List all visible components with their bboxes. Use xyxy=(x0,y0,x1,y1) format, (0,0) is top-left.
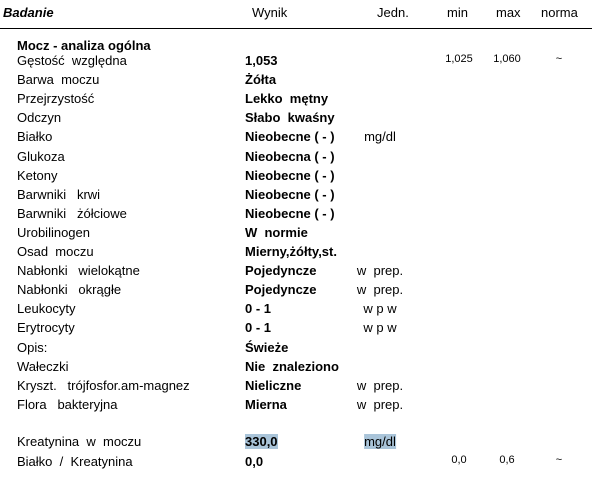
test-unit: mg/dl xyxy=(364,434,396,449)
table-row xyxy=(0,52,592,71)
table-row xyxy=(0,90,592,109)
section-title: Mocz - analiza ogólna xyxy=(17,38,151,53)
header-jedn: Jedn. xyxy=(377,5,409,20)
table-row xyxy=(0,128,592,147)
test-name: Barwniki krwi xyxy=(17,187,101,202)
table-row xyxy=(0,71,592,90)
table-row xyxy=(0,148,592,167)
test-name: Opis: xyxy=(17,340,48,355)
test-norma: ~ xyxy=(555,454,563,466)
test-value: Świeże xyxy=(245,340,289,355)
test-value: Nieobecne ( - ) xyxy=(245,129,335,144)
header-divider xyxy=(0,28,592,29)
test-value: Lekko mętny xyxy=(245,91,329,106)
test-unit: w p w xyxy=(363,320,397,335)
test-value: 0,0 xyxy=(245,454,264,469)
header-badanie: Badanie xyxy=(3,5,54,20)
test-value: 0 - 1 xyxy=(245,320,272,335)
table-row xyxy=(0,167,592,186)
test-name: Urobilinogen xyxy=(17,225,90,240)
table-row xyxy=(0,300,592,319)
test-value: Nieobecne ( - ) xyxy=(245,206,335,221)
test-name: Leukocyty xyxy=(17,301,76,316)
test-name: Białko / Kreatynina xyxy=(17,454,133,469)
test-value: Nieobecna ( - ) xyxy=(245,149,335,164)
test-value: Słabo kwaśny xyxy=(245,110,335,125)
test-name: Odczyn xyxy=(17,110,62,125)
test-value: Pojedyncze xyxy=(245,263,317,278)
test-name: Białko xyxy=(17,129,53,144)
test-value: W normie xyxy=(245,225,308,240)
test-unit: w prep. xyxy=(356,282,404,297)
table-row xyxy=(0,453,592,472)
test-value: Mierna xyxy=(245,397,287,412)
test-name: Barwniki żółciowe xyxy=(17,206,127,221)
test-name: Flora bakteryjna xyxy=(17,397,118,412)
test-min: 1,025 xyxy=(445,53,473,65)
test-name: Nabłonki okrągłe xyxy=(17,282,122,297)
header-norma: norma xyxy=(541,5,578,20)
table-row xyxy=(0,224,592,243)
test-value: Żółta xyxy=(245,72,277,87)
test-name: Nabłonki wielokątne xyxy=(17,263,140,278)
test-unit: w prep. xyxy=(356,397,404,412)
test-name: Wałeczki xyxy=(17,359,69,374)
test-min: 0,0 xyxy=(451,454,467,466)
test-max: 1,060 xyxy=(493,53,521,65)
test-value: Nieliczne xyxy=(245,378,302,393)
test-value: 1,053 xyxy=(245,53,278,68)
test-unit: w prep. xyxy=(356,263,404,278)
table-row xyxy=(0,243,592,262)
test-name: Barwa moczu xyxy=(17,72,100,87)
test-value: 330,0 xyxy=(245,434,278,449)
table-row xyxy=(0,205,592,224)
test-unit: w prep. xyxy=(356,378,404,393)
header-max: max xyxy=(496,5,521,20)
table-row xyxy=(0,281,592,300)
test-name: Kryszt. trójfosfor.am-magnez xyxy=(17,378,190,393)
test-name: Ketony xyxy=(17,168,58,183)
test-name: Kreatynina w moczu xyxy=(17,434,142,449)
table-header xyxy=(0,0,592,28)
table-row xyxy=(0,109,592,128)
header-wynik: Wynik xyxy=(252,5,288,20)
table-row xyxy=(0,433,592,452)
table-row xyxy=(0,377,592,396)
test-name: Gęstość względna xyxy=(17,53,127,68)
table-row xyxy=(0,186,592,205)
test-name: Przejrzystość xyxy=(17,91,95,106)
table-row xyxy=(0,358,592,377)
test-value: Nieobecne ( - ) xyxy=(245,187,335,202)
table-row xyxy=(0,339,592,358)
test-name: Glukoza xyxy=(17,149,65,164)
table-row xyxy=(0,319,592,338)
test-value: Nieobecne ( - ) xyxy=(245,168,335,183)
test-value: Nie znaleziono xyxy=(245,359,339,374)
test-name: Osad moczu xyxy=(17,244,94,259)
test-value: Mierny,żółty,st. xyxy=(245,244,337,259)
test-unit: w p w xyxy=(363,301,397,316)
table-row xyxy=(0,396,592,415)
test-max: 0,6 xyxy=(499,454,515,466)
test-norma: ~ xyxy=(555,53,563,65)
test-name: Erytrocyty xyxy=(17,320,75,335)
header-min: min xyxy=(447,5,468,20)
test-unit: mg/dl xyxy=(364,129,396,144)
test-value: Pojedyncze xyxy=(245,282,317,297)
table-row xyxy=(0,262,592,281)
test-value: 0 - 1 xyxy=(245,301,272,316)
